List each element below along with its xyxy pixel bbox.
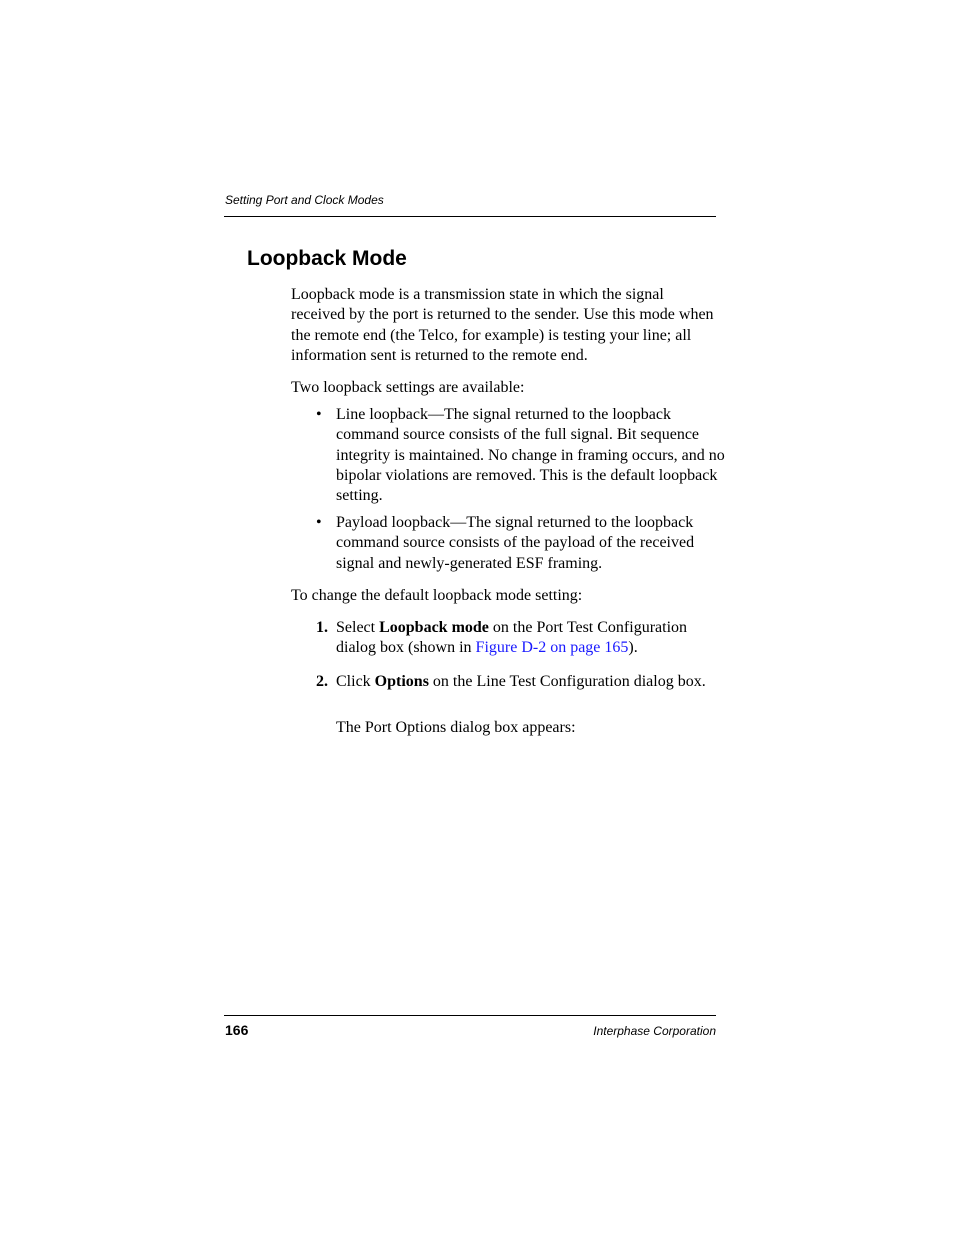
step-number: 2. — [316, 673, 328, 690]
intro-paragraph: Loopback mode is a transmission state in which the signal received by the port is returned to the sender. Use this mode when the remote end (the Telco, for example) is testing your line; all information sent is returned to the remote end. — [291, 286, 714, 364]
bullet-text: Line loopback—The signal returned to the loopback command source consists of the full signal. Bit sequence integrity is maintained. No change in framing occurs, and no bipolar violations are removed. This is the default loopback setting. — [336, 406, 725, 505]
step-1 — [316, 618, 726, 659]
settings-intro-paragraph: Two loopback settings are available: — [291, 379, 525, 396]
bullet-item-payload-loopback — [316, 513, 726, 574]
step-number: 1. — [316, 619, 328, 636]
step-text-pre: Click — [336, 673, 375, 690]
change-intro-paragraph: To change the default loopback mode setting: — [291, 587, 583, 604]
step-text-post: on the Line Test Configuration dialog box. — [428, 673, 706, 690]
section-heading: Loopback Mode — [247, 247, 407, 270]
bullet-text: Payload loopback—The signal returned to the loopback command source consists of the payload of the received signal and newly-generated ESF framing. — [336, 514, 695, 572]
bullet-marker: • — [316, 406, 322, 423]
bullet-marker: • — [316, 514, 322, 531]
step-2 — [316, 672, 726, 692]
step-text — [336, 618, 726, 659]
page-number: 166 — [225, 1022, 249, 1038]
footer-rule — [224, 1015, 716, 1016]
step-text-post: ). — [628, 639, 638, 657]
header-rule — [224, 216, 716, 217]
bullet-item-line-loopback — [316, 405, 726, 506]
step-text-pre: Select — [336, 619, 380, 636]
footer-company-name: Interphase Corporation — [593, 1024, 716, 1038]
step-text-mid: on the Port Test Configuration dialog box (shown in — [336, 619, 688, 657]
figure-cross-reference-link[interactable]: Figure D-2 on page 165 — [475, 639, 629, 657]
step-text — [336, 672, 726, 692]
running-header: Setting Port and Clock Modes — [225, 193, 384, 207]
ui-term-options: Options — [374, 673, 429, 690]
ui-term-loopback-mode: Loopback mode — [379, 619, 489, 636]
step-2-result: The Port Options dialog box appears: — [336, 719, 576, 736]
